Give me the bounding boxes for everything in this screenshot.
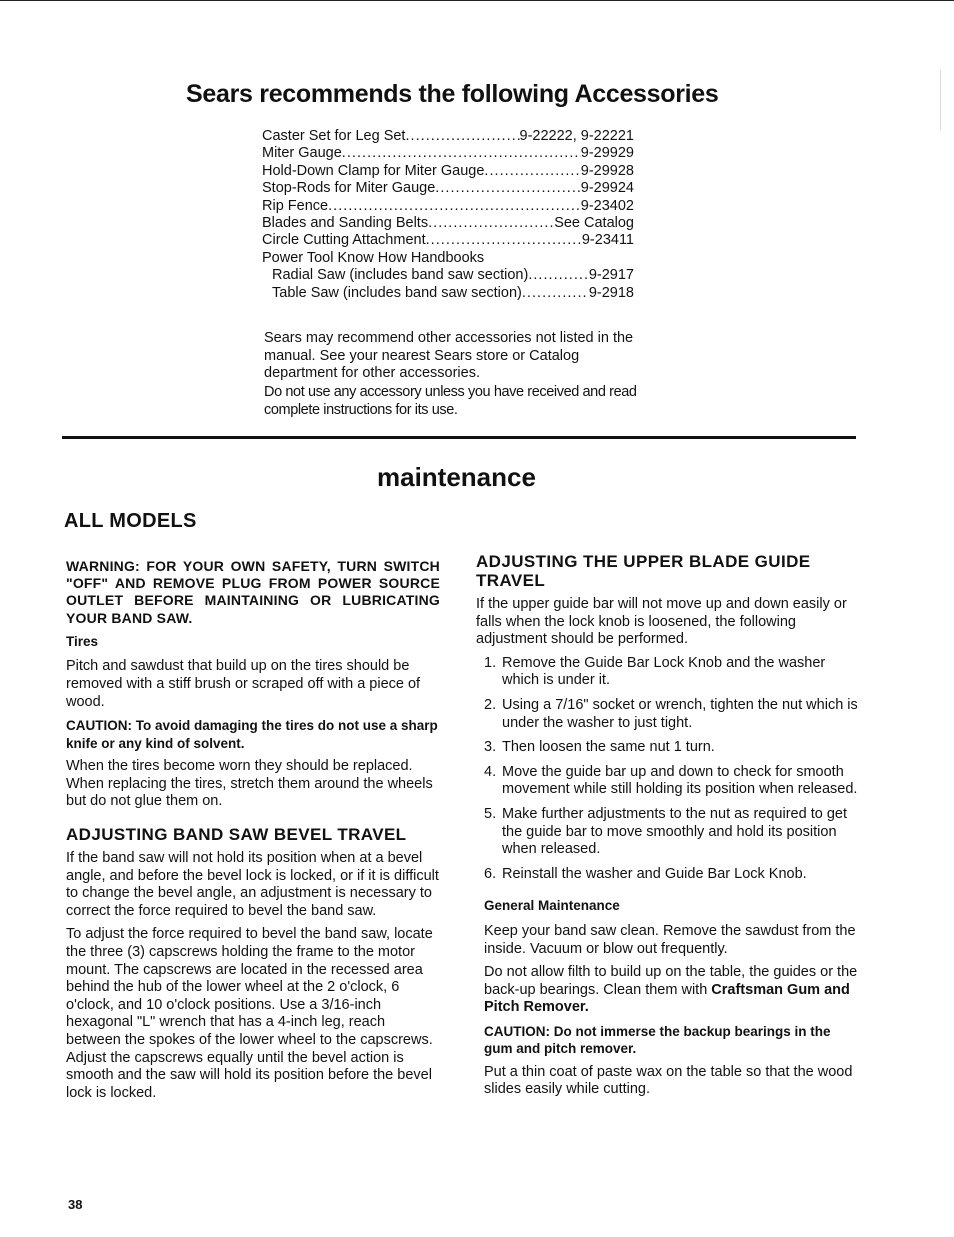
- accessory-item: Power Tool Know How Handbooks: [262, 249, 485, 266]
- tires-caution: CAUTION: To avoid damaging the tires do not use a sharp knife or any kind of solvent.: [66, 718, 438, 751]
- general-paragraph-2: Do not allow filth to build up on the table, the guides or the back-up bearings. Clean them with Craftsman Gum and Pitch Remover.: [484, 964, 858, 1016]
- maintenance-title: maintenance: [377, 462, 536, 492]
- safety-warning: WARNING: FOR YOUR OWN SAFETY, TURN SWITCH "OFF" AND REMOVE PLUG FROM POWER SOURCE OUTLET BEFORE MAINTAINING OR LUBRICATING YOUR BAND SAW.: [66, 558, 440, 626]
- general-paragraph-1: Keep your band saw clean. Remove the sawdust from the inside. Vacuum or blow out frequently.: [484, 922, 856, 957]
- general-maintenance-body: [476, 923, 860, 1099]
- guide-intro: If the upper guide bar will not move up and down easily or falls when the lock knob is loosened, the following adjustment should be performed.: [476, 596, 847, 648]
- accessory-item: Circle Cutting Attachment . . . 9-23411: [262, 232, 634, 249]
- guide-steps: [476, 655, 860, 884]
- general-paragraph-3: Put a thin coat of paste wax on the table so that the wood slides easily while cutting.: [484, 1063, 853, 1098]
- accessory-item: Hold-Down Clamp for Miter Gauge . . . 9-29928: [262, 163, 634, 180]
- tires-heading: Tires: [66, 633, 99, 649]
- all-models-heading: ALL MODELS: [64, 510, 197, 532]
- section-divider: [62, 436, 856, 439]
- accessory-item: Table Saw (includes band saw section) . . . 9-2918: [262, 285, 634, 302]
- accessory-item: Caster Set for Leg Set . . . 9-22222, 9-22221: [262, 128, 634, 145]
- list-item: 4. Move the guide bar up and down to check for smooth movement while still holding its position when released.: [484, 763, 858, 798]
- list-item: 5. Make further adjustments to the nut as required to get the guide bar to move smoothly and hold its position when released.: [484, 805, 847, 858]
- right-column: [476, 552, 860, 1099]
- list-item: 2. Using a 7/16" socket or wrench, tighten the nut which is under the washer to just tight.: [484, 696, 858, 731]
- general-caution: CAUTION: Do not immerse the backup bearings in the gum and pitch remover.: [484, 1023, 831, 1057]
- list-item: 3. Then loosen the same nut 1 turn.: [484, 739, 715, 756]
- bevel-paragraph-1: If the band saw will not hold its position when at a bevel angle, and before the bevel lock is locked, or if it is difficult to change the bevel angle, an adjustment is necessary to correct the force required to bevel the band saw.: [66, 849, 439, 919]
- left-column: [66, 558, 440, 1102]
- accessory-item: Radial Saw (includes band saw section) . . . 9-2917: [262, 267, 634, 284]
- page-number: 38: [68, 1197, 83, 1212]
- bevel-travel-heading: ADJUSTING BAND SAW BEVEL TRAVEL: [66, 824, 407, 844]
- bevel-paragraph-2: To adjust the force required to bevel the band saw, locate the three (3) capscrews holding the frame to the motor mount. The capscrews are located in the recessed area behind the hub of the lower wheel at the 2 o'clock, 6 o'clock, and 10 o'clock positions. Use a 3/16-inch hexagonal "L" wrench that has a 4-inch leg, reach between the spokes of the lower wheel to the capscrews. Adjust the capscrews equally until the bevel action is smooth and the saw will hold its position before the bevel lock is locked.: [66, 926, 433, 1101]
- accessories-note: Sears may recommend other accessories not listed in the manual. See your nearest Sears store or Catalog department for other accessories.: [264, 330, 634, 381]
- list-item: 1. Remove the Guide Bar Lock Knob and the washer which is under it.: [484, 654, 826, 689]
- accessory-item: Miter Gauge . . . 9-29929: [262, 145, 634, 162]
- accessories-instructions-note: Do not use any accessory unless you have received and read complete instructions for its use.: [264, 384, 637, 418]
- general-maintenance-heading: General Maintenance: [484, 898, 620, 914]
- tires-paragraph: Pitch and sawdust that build up on the tires should be removed with a stiff brush or scraped off with a piece of wood.: [66, 658, 421, 710]
- list-item: 6. Reinstall the washer and Guide Bar Lock Knob.: [484, 865, 807, 882]
- accessory-item: Rip Fence . . . 9-23402: [262, 198, 634, 215]
- accessories-list: [262, 128, 634, 302]
- accessories-title: Sears recommends the following Accessories: [186, 80, 719, 108]
- scan-edge-mark: [940, 70, 941, 130]
- accessory-item: Blades and Sanding Belts . . . See Catalog: [262, 215, 634, 232]
- top-border: [0, 0, 954, 1]
- guide-travel-heading: ADJUSTING THE UPPER BLADE GUIDE TRAVEL: [476, 552, 811, 590]
- accessory-item: Stop-Rods for Miter Gauge . . . 9-29924: [262, 180, 634, 197]
- tires-replacement-paragraph: When the tires become worn they should be replaced. When replacing the tires, stretch them around the wheels but do not glue them on.: [66, 758, 433, 810]
